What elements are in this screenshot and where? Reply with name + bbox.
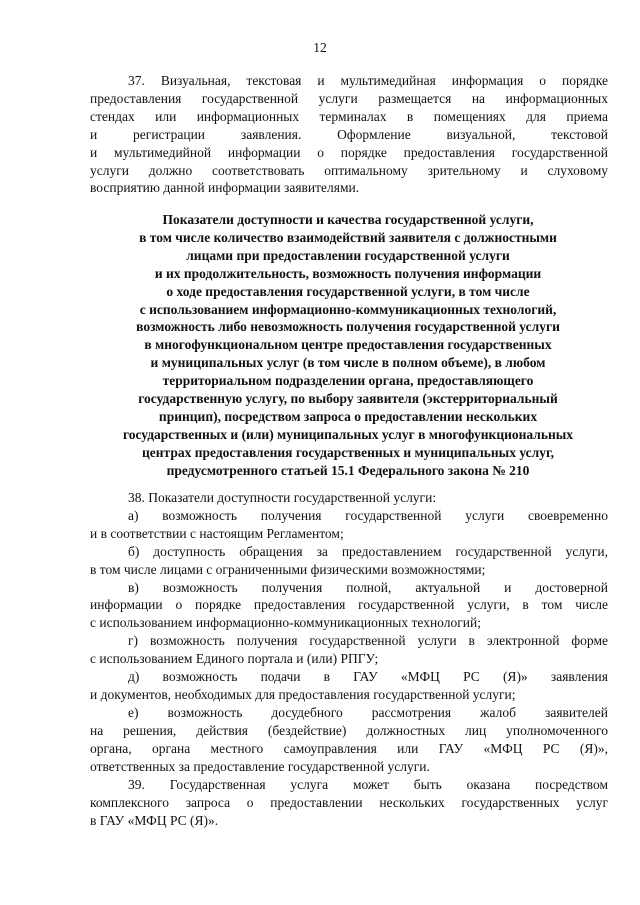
section-heading — [88, 211, 608, 480]
paragraph-line: в том числе лицами с ограниченными физическими возможностями; — [90, 561, 486, 577]
paragraph-line: 39. Государственная услуга может быть оказана посредством — [128, 777, 608, 792]
paragraph-line: и в соответствии с настоящим Регламентом; — [90, 525, 344, 541]
paragraph-line: восприятию данной информации заявителями. — [90, 180, 360, 196]
paragraph-38 — [90, 489, 608, 776]
paragraph-line: комплексного запроса о предоставлении нескольких государственных услуг — [90, 794, 608, 810]
paragraph-line: информации о порядке предоставления государственной услуги, в том числе — [90, 597, 608, 613]
heading-line: в многофункциональном центре предоставления государственных — [144, 337, 552, 353]
list-item-g: г) возможность получения государственной услуги в электронной форме — [128, 633, 608, 649]
heading-line: лицами при предоставлении государственной услуги — [186, 247, 510, 263]
paragraph-line: ответственных за предоставление государственной услуги. — [90, 758, 430, 774]
paragraph-line: и мультимедийной информации о порядке предоставления государственной — [90, 144, 608, 160]
heading-line: предусмотренного статьей 15.1 Федерального закона № 210 — [166, 462, 530, 478]
heading-line: и муниципальных услуг (в том числе в полном объеме), в любом — [150, 355, 546, 371]
heading-line: принцип), посредством запроса о предоставлении нескольких — [158, 408, 538, 424]
list-item-e: е) возможность досудебного рассмотрения жалоб заявителей — [128, 704, 608, 720]
heading-line: Показатели доступности и качества государственной услуги, — [162, 212, 534, 227]
paragraph-line: 37. Визуальная, текстовая и мультимедийная информация о порядке — [128, 73, 608, 88]
paragraph-line: и регистрации заявления. Оформление визуальной, текстовой — [90, 126, 608, 142]
paragraph-line: с использованием информационно-коммуникационных технологий; — [90, 615, 481, 631]
paragraph-line: 38. Показатели доступности государственной услуги: — [128, 490, 437, 505]
list-item-v: в) возможность получения полной, актуальной и достоверной — [128, 579, 608, 595]
paragraph-line: с использованием Единого портала и (или) РПГУ; — [90, 651, 379, 667]
paragraph-line: и документов, необходимых для предоставления государственной услуги; — [90, 686, 516, 702]
list-item-d: д) возможность подачи в ГАУ «МФЦ РС (Я)» заявления — [128, 669, 608, 685]
heading-line: территориальном подразделении органа, предоставляющего — [162, 373, 534, 389]
paragraph-line: стендах или информационных терминалах в помещениях для приема — [90, 108, 608, 124]
heading-line: с использованием информационно-коммуникационных технологий, — [139, 301, 557, 317]
paragraph-37 — [90, 72, 608, 197]
heading-line: и их продолжительность, возможность получения информации — [154, 265, 542, 281]
paragraph-line: услуги должно соответствовать оптимальному зрительному и слуховому — [90, 162, 608, 178]
heading-line: центрах предоставления государственных и муниципальных услуг, — [142, 444, 554, 460]
heading-line: в том числе количество взаимодействий заявителя с должностными — [139, 229, 557, 245]
list-item-a: а) возможность получения государственной услуги своевременно — [128, 507, 608, 523]
heading-line: государственных и (или) муниципальных услуг в многофункциональных — [122, 426, 574, 442]
paragraph-line: органа, органа местного самоуправления или ГАУ «МФЦ РС (Я)», — [90, 740, 608, 756]
heading-line: государственную услугу, по выбору заявителя (экстерриториальный — [138, 391, 558, 407]
paragraph-line: в ГАУ «МФЦ РС (Я)». — [90, 812, 219, 828]
page-number: 12 — [313, 40, 327, 55]
paragraph-39 — [90, 776, 608, 830]
paragraph-line: предоставления государственной услуги размещается на информационных — [90, 90, 608, 106]
heading-line: о ходе предоставления государственной услуги, в том числе — [166, 283, 530, 299]
heading-line: возможность либо невозможность получения государственной услуги — [136, 319, 560, 335]
list-item-b: б) доступность обращения за предоставлением государственной услуги, — [128, 543, 608, 559]
paragraph-line: на решения, действия (бездействие) должностных лиц уполномоченного — [90, 722, 608, 738]
